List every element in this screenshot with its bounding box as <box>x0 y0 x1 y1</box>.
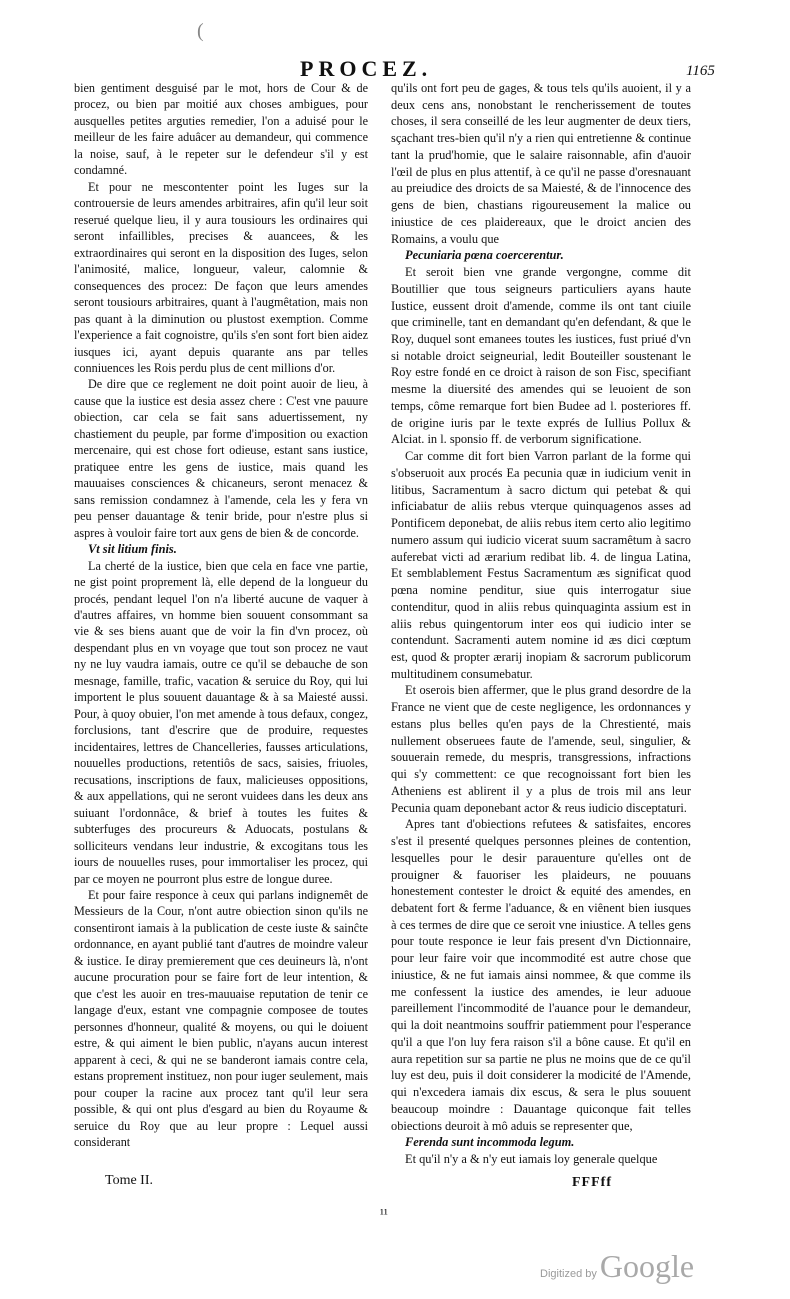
paragraph: bien gentiment desguisé par le mot, hors de Cour & de procez, ou bien par moitié aux choses ambigues, pour ausquelles petites arguties remedier, l'on a aduisé pour le meilleur de les faire aduâcer au demandeur, qui commence la noise, sauf, à le repeter sur le defendeur s'il y est condamné. <box>74 81 368 178</box>
paragraph: Apres tant d'obiections refutees & satisfaites, encores s'est il presenté quelques personnes pleines de contention, lesquelles pour le desir parauenture qu'elles ont de prouigner & fauoriser les plaideurs, ne pouuans honestement contester le droict & equité des amendes, en debatent fort & ferme l'aduance, & en viênent bien iusques à ces termes de dire que ce seroit vne iniustice. A telles gens pour toute responce ie leur fais present d'vn Dictionnaire, pour leur faire voir que incommodité est autre chose que iniustice, & ne fut iamais ainsi nommee, & que comme ils me confessent la iustice des amendes, ie leur aduoue pareillement l'incommodité de l'auance pour le demandeur, qui la doit neantmoins souffrir patiemment pour l'esperance qu'il a que l'on luy fera raison s'il a bône cause. Et qu'il en aura repetition sur sa partie ne plus ne moins que de ce qu'il luy est deu, puis il doit considerer la modicité de l'Amende, qui n'excedera iamais dix escus, & sera le plus souuent beaucoup moindre : Dauantage quiconque fait telles obiections deuroit à mô aduis se representer que, <box>391 817 691 1133</box>
latin-maxim: Pecuniaria pœna coercerentur. <box>405 248 564 263</box>
footer-mark: ¹¹ <box>380 1206 388 1221</box>
paragraph: Et pour ne mescontenter point les Iuges sur la controuersie de leurs amendes arbitraires, afin qu'il leur soit reserué quelque lieu, il y aura tousiours les ordinaires qui seront infaillibles, precises & auancees, & les extraordinaires qui seront en la disposition des Iuges, selon l'animosité, malice, longueur, valeur, calomnie & consequences des procez: De façon que leurs amendes seront tousiours arbitraires, quant à l'augmêtation, mais non pas quant à la diminution ou plustost exemption. Comme l'experience a fait cognoistre, qu'ils s'en sont fort bien aidez iusques ici, ayant depuis quarante ans par telles conniuences les Rois perdu plus de cent millions d'or. <box>74 179 368 375</box>
latin-maxim: Vt sit litium finis. <box>88 542 177 557</box>
paragraph: Et oserois bien affermer, que le plus grand desordre de la France ne vient que de ceste negligence, les ordonnances y estans plus belles qu'en pays de la Chrestienté, mais nullement obseruees faute de l'amende, seul, singulier, & souuerain remede, du mespris, transgressions, infractions qui s'y commettent: ce que recognoissant fort bien les Atheniens est ablirent il y a plus de trois mil ans leur Pecunia quam deponebant actor & reus iudicio disceptaturi. <box>391 683 691 815</box>
paragraph: Et seroit bien vne grande vergongne, comme dit Boutillier que tous seigneurs particuliers ayans haute Iustice, eussent droit d'amende, comme ils ont tant ciuile que criminelle, tant en demandant qu'en defendant, & que le Roy, duquel sont emanees toutes les iustices, fust priué d'vn si notable droict seigneurial, ledit Bouteiller soustenant le Roy estre fondé en ce droict à raison de son Fisc, specifiant mesme la diuersité des amendes qui se leuoient de son temps, côme remarque fort bien Budee ad l. posteriores ff. de origine iuris par le texte exprés de Iullius Pollux & Alciat. in l. sponsio ff. de verborum significatione. <box>391 265 691 447</box>
latin-maxim: Ferenda sunt incommoda legum. <box>405 1135 575 1150</box>
footer-tome: Tome II. <box>105 1173 154 1188</box>
paragraph: La cherté de la iustice, bien que cela en face vne partie, ne gist point proprement là, elle depend de la longueur du procés, pendant lequel l'on n'a liberté aucune de vaquer à d'autres affaires, vn homme bien souuent consommant sa vie & ses biens auant que de voir la fin d'vn procez, où despendant plus en vn voyage que tout son procez ne vaut ny ne luy vaudra iamais, outre ce qu'il se debauche de son mesnage, famille, trafic, vacation & seruice du Roy, qui lui importent le plus souuent dauantage & à sa Maiesté aussi. Pour, à quoy obuier, l'on met amende à tous defaux, congez, forclusions, tant d'escrire que de produire, requestes incidentaires, lettres de Chancelleries, fausses articulations, nouuelles productions, retentiôs de sacs, saisies, friuoles, recusations, inscriptions de faux, malicieuses oppositions, & aux appellations, qui ne seront vuidees dans les deux ans suiuant l'ordonnâce, & brief à toutes les fuites & subterfuges des procureurs & Aduocats, postulans & solliciteurs vendans leur industrie, & excogitans tous les iours de nouuelles ruses, pour immortaliser les procez, qui par ce moyen ne pourront plus estre de longue duree. <box>74 558 368 886</box>
signature-mark: FFFff <box>572 1175 612 1190</box>
paragraph: De dire que ce reglement ne doit point auoir de lieu, à cause que la iustice est desia assez chere : C'est vne pauure obiection, car cela se fait sans aduertissement, ny chastiement du peuple, par forme d'imposition ou exaction mercenaire, qui est chose fort odieuse, estant sans iustice, pratiquee entre les gens de iustice, mais quand les mauuaises consciences & chicaneurs, seront menacez & sans remission condamnez à l'amende, cela les y fera vn peu penser dauantage & tenir bride, pour n'estre plus si aspres à vouloir faire tort aux gens de bien & de concorde. <box>74 377 368 540</box>
page-number: 1165 <box>686 63 715 79</box>
page-title: PROCEZ. <box>300 56 433 81</box>
paragraph: Car comme dit fort bien Varron parlant de la forme qui s'obseruoit aux procés Ea pecunia quæ in iudicium venit in litibus, Sacramentum à sacro dictum qui petebat & qui inficiabatur de aliis rebus vterque quinquagenos asses ad Pontificem deponebat, de aliis rebus item certo alio legitimo numero assum qui iudicio vicerat suum sacramêtum à sacro auferebat victi ad ærarium redibat lib. 4. de lingua Latina, Et semblablement Festus Sacramentum æs significat quod pœna nomine penditur, siue quis interrogatur siue contenditur, quod in aliis rebus quinquaginta assium est in aliis rebus quingentorum inter eos qui iudicio inter se contendunt. Sacramenti autem nomine id æs dici cœptum est, quod & propter ærarij inopiam & sacrorum publicorum multitudinem consumebatur. <box>391 449 691 681</box>
watermark-logo-text: Google <box>599 1248 695 1284</box>
paragraph: Et pour faire responce à ceux qui parlans indignemêt de Messieurs de la Cour, n'ont autre obiection sinon qu'ils ne consentiront iamais à la publication de ceste iuste & sainĉte ordonnance, en ayant publié tant d'autres de moindre valeur & iustice. Ie diray premierement que ces deuineurs là, n'ont aucune procuration pour se faire fort de leur intention, & que c'est les auoir en tres-mauuaise reputation de tenir ce langage d'eux, estant vne compagnie composee de toutes personnes d'honneur, qualité & moyens, ou qui le doiuent estre, & qui aiment le bien public, n'ayans aucun interest apparent à ceci, & qui ne se banderont iamais contre cela, estans proprement instituez, non pour iuger seulement, mais pour couper la racine aux procez tant qu'il leur sera possible, & qui ont plus d'esgard au bien du Royaume & seruice du Roy que au leur propre : Lequel aussi considerant <box>74 887 368 1149</box>
left-column <box>74 80 368 1150</box>
paragraph: qu'ils ont fort peu de gages, & tous tels qu'ils auoient, il y a deux cens ans, nonobstant le rencherissement de toutes choses, il sera conseillé de les leur augmenter de deux tiers, sçachant tres-bien qu'il n'y a rien qui entretienne & continue tant la prud'homie, que le salaire raisonnable, afin d'auoir l'œil de plus en plus attentif, à ce qu'il ne passe d'oresnauant au preiudice des droicts de sa Maiesté, & de l'innocence des gens de bien, chastians rigoureusement la malice ou iniustice de ces plaidereaux, que le droict ancien des Romains, a voulu que <box>391 81 691 246</box>
page-mark: ( <box>197 20 204 42</box>
paragraph: Et qu'il n'y a & n'y eut iamais loy generale quelque <box>405 1152 658 1166</box>
google-watermark <box>540 1248 694 1285</box>
right-column <box>391 80 691 1168</box>
watermark-small-text: Digitized by <box>540 1268 597 1280</box>
